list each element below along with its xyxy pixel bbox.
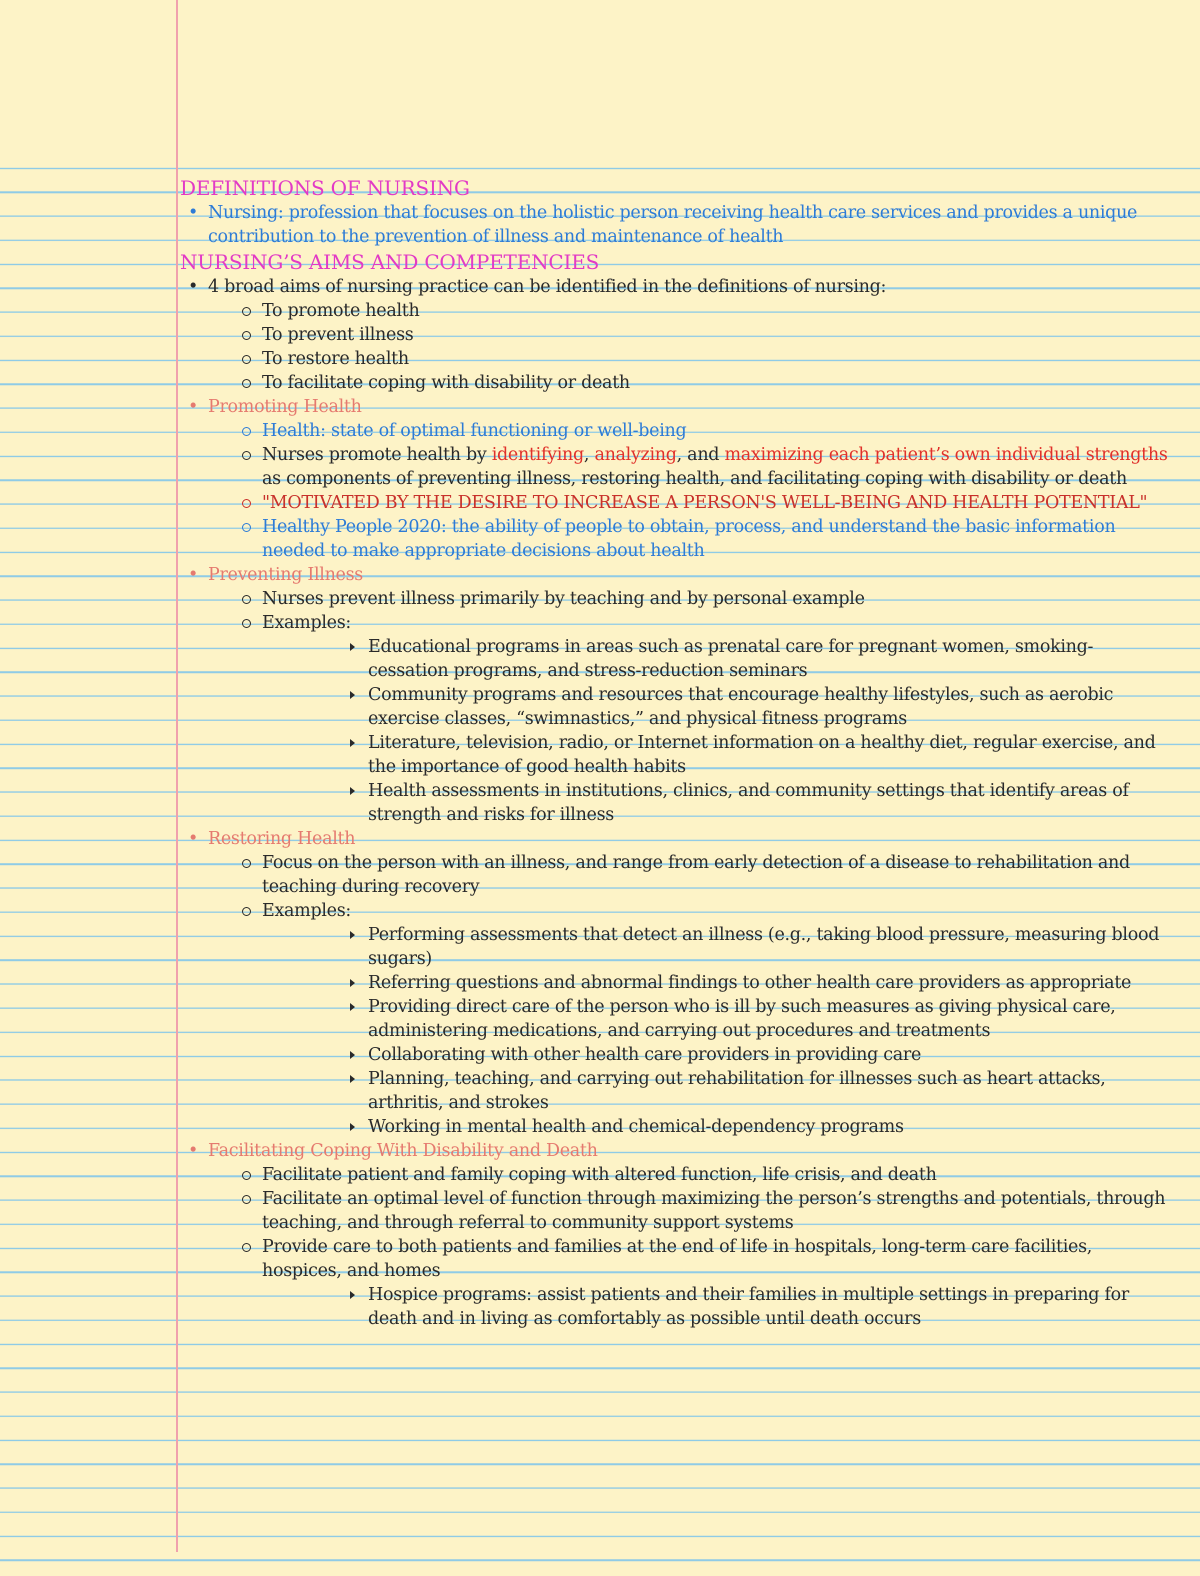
list-item: Nurses prevent illness primarily by teaching and by personal example xyxy=(180,587,1170,611)
examples-label: Examples: xyxy=(262,613,352,633)
list-item xyxy=(180,1235,1170,1331)
list-item: To facilitate coping with disability or death xyxy=(180,371,1170,395)
list-item: Educational programs in areas such as prenatal care for pregnant women, smoking-cessation programs, and stress-reduction seminars xyxy=(234,635,1170,683)
margin-line xyxy=(176,0,178,1552)
nurses-promote-pre: Nurses promote health by xyxy=(262,445,492,465)
nurses-promote-sep1: , xyxy=(583,445,595,465)
list-item: Collaborating with other health care providers in providing care xyxy=(234,1043,1170,1067)
heading-aims: NURSING’S AIMS AND COMPETENCIES xyxy=(180,250,600,274)
end-of-life-care: Provide care to both patients and families at the end of life in hospitals, long-term care facilities, hospices, and homes xyxy=(262,1237,1093,1281)
list-item: Working in mental health and chemical-dependency programs xyxy=(234,1115,1170,1139)
list-item: Facilitate an optimal level of function through maximizing the person’s strengths and potentials, through teaching, and through referral to community support systems xyxy=(180,1187,1170,1235)
list-item: Health assessments in institutions, clinics, and community settings that identify areas of strength and risks for illness xyxy=(234,779,1170,827)
list-item: Facilitate patient and family coping with altered function, life crisis, and death xyxy=(180,1163,1170,1187)
list-item xyxy=(180,899,1170,1139)
list-item xyxy=(180,611,1170,827)
health-definition: Health: state of optimal functioning or well-being xyxy=(180,419,1170,443)
notes-content xyxy=(180,175,1170,1331)
nurses-promote-post: as components of preventing illness, restoring health, and facilitating coping with disability or death xyxy=(262,469,1127,489)
list-item: Community programs and resources that encourage healthy lifestyles, such as aerobic exercise classes, “swimnastics,” and physical fitness programs xyxy=(234,683,1170,731)
list-item: Providing direct care of the person who is ill by such measures as giving physical care, administering medications, and carrying out procedures and treatments xyxy=(234,995,1170,1043)
emphasis-analyzing: analyzing xyxy=(594,445,677,465)
promoting-sublist xyxy=(180,419,1170,563)
list-item: To restore health xyxy=(180,347,1170,371)
hospice-sublist xyxy=(234,1283,1170,1331)
definitions-list xyxy=(180,201,1170,249)
aims-list xyxy=(180,275,1170,1331)
nurses-promote-item xyxy=(180,443,1170,491)
nurses-promote-sep2: , and xyxy=(676,445,725,465)
emphasis-identifying: identifying xyxy=(491,445,584,465)
examples-label: Examples: xyxy=(262,901,352,921)
restoring-health-label: Restoring Health xyxy=(208,829,356,849)
preventing-examples xyxy=(234,635,1170,827)
facilitating-coping-label: Facilitating Coping With Disability and Death xyxy=(208,1141,598,1161)
facilitating-sublist xyxy=(180,1163,1170,1331)
promoting-health-label: Promoting Health xyxy=(208,397,362,417)
aims-intro: 4 broad aims of nursing practice can be identified in the definitions of nursing: xyxy=(208,277,887,297)
preventing-sublist xyxy=(180,587,1170,827)
preventing-illness-item xyxy=(180,563,1170,827)
aims-sublist xyxy=(180,299,1170,395)
preventing-illness-label: Preventing Illness xyxy=(208,565,363,585)
promoting-health-item xyxy=(180,395,1170,563)
restoring-health-item xyxy=(180,827,1170,1139)
list-item: Literature, television, radio, or Internet information on a healthy diet, regular exercise, and the importance of good health habits xyxy=(234,731,1170,779)
list-item: To prevent illness xyxy=(180,323,1170,347)
healthy-people-definition: Healthy People 2020: the ability of people to obtain, process, and understand the basic information needed to make appropriate decisions about health xyxy=(180,515,1170,563)
heading-definitions: DEFINITIONS OF NURSING xyxy=(180,176,470,200)
restoring-examples xyxy=(234,923,1170,1139)
emphasis-maximizing: maximizing each patient’s own individual strengths xyxy=(724,445,1168,465)
list-item xyxy=(180,275,1170,395)
list-item: Planning, teaching, and carrying out rehabilitation for illnesses such as heart attacks, arthritis, and strokes xyxy=(234,1067,1170,1115)
list-item: To promote health xyxy=(180,299,1170,323)
list-item: Performing assessments that detect an illness (e.g., taking blood pressure, measuring blood sugars) xyxy=(234,923,1170,971)
motivated-quote: "MOTIVATED BY THE DESIRE TO INCREASE A PERSON'S WELL-BEING AND HEALTH POTENTIAL" xyxy=(180,491,1170,515)
restoring-sublist xyxy=(180,851,1170,1139)
list-item: Referring questions and abnormal findings to other health care providers as appropriate xyxy=(234,971,1170,995)
nursing-definition: • Nursing: profession that focuses on the holistic person receiving health care services and provides a unique contribution to the prevention of illness and maintenance of health xyxy=(180,201,1170,249)
list-item: Focus on the person with an illness, and range from early detection of a disease to rehabilitation and teaching during recovery xyxy=(180,851,1170,899)
facilitating-coping-item xyxy=(180,1139,1170,1331)
list-item: Hospice programs: assist patients and their families in multiple settings in preparing for death and in living as comfortably as possible until death occurs xyxy=(234,1283,1170,1331)
